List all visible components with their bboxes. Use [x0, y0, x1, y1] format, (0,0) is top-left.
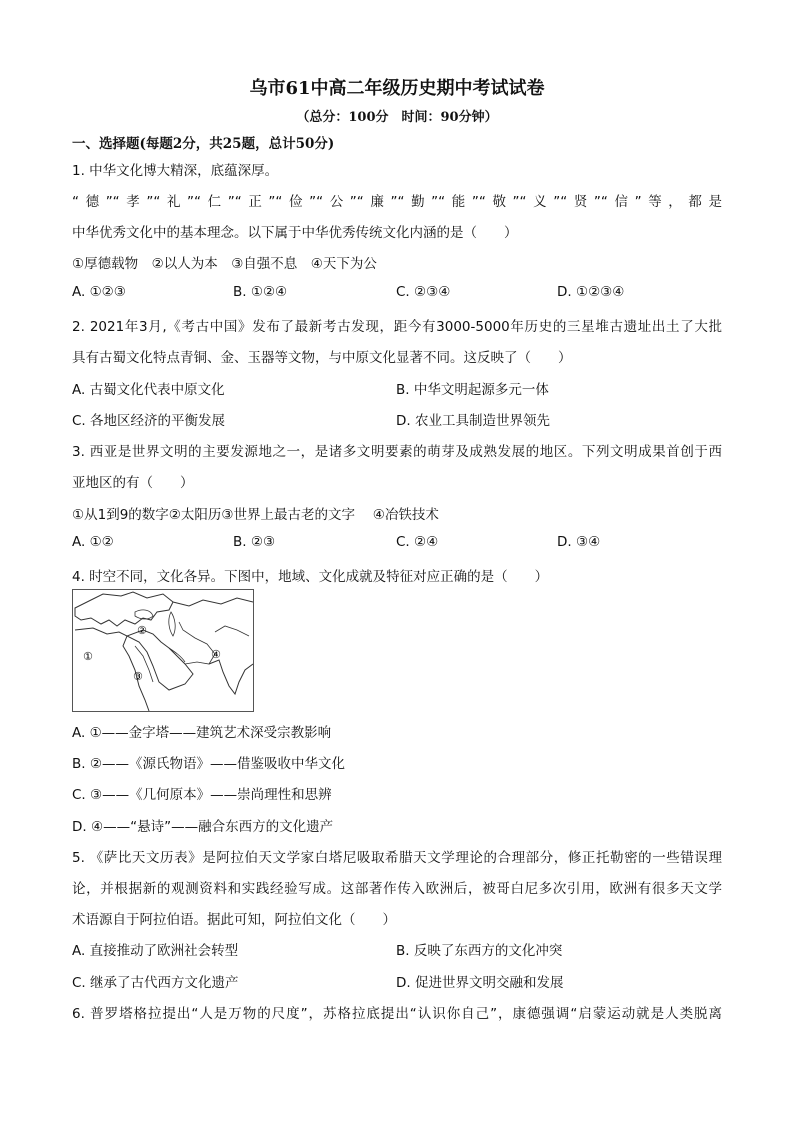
- himalaya: [215, 626, 249, 636]
- q5-option-c[interactable]: C. 继承了古代西方文化遗产: [72, 975, 239, 991]
- q3-items: ①从1到9的数字②太阳历③世界上最古老的文字 ④冶铁技术: [72, 507, 439, 523]
- q1-option-c[interactable]: C. ②③④: [396, 284, 451, 300]
- q4-option-c[interactable]: C. ③——《几何原本》——崇尚理性和思辨: [72, 787, 332, 803]
- iran-border: [179, 622, 215, 664]
- q3-option-c[interactable]: C. ②④: [396, 534, 439, 550]
- q4-line1: 4. 时空不同，文化各异。下图中，地域、文化成就及特征对应正确的是（ ）: [72, 569, 549, 585]
- q1-line3: 中华优秀文化中的基本理念。以下属于中华优秀传统文化内涵的是（ ）: [72, 225, 518, 241]
- q4-option-d[interactable]: D. ④——“悬诗”——融合东西方的文化遗产: [72, 819, 334, 835]
- q3-option-b[interactable]: B. ②③: [233, 534, 276, 550]
- q6-line1: 6. 普罗塔格拉提出“人是万物的尺度”，苏格拉底提出“认识你自己”，康德强调“启蒙运动就是人类脱离: [72, 1006, 722, 1022]
- map-marker-1: ①: [83, 650, 93, 663]
- q2-option-b[interactable]: B. 中华文明起源多元一体: [396, 382, 549, 398]
- india-outline: [209, 660, 253, 694]
- q3-option-a[interactable]: A. ①②: [72, 534, 114, 550]
- map-marker-3: ③: [133, 670, 143, 683]
- map-marker-4: ④: [211, 648, 221, 661]
- q2-line2: 具有古蜀文化特点青铜、金、玉器等文物，与中原文化显著不同。这反映了（ ）: [72, 350, 572, 366]
- q1-option-b[interactable]: B. ①②④: [233, 284, 288, 300]
- q4-option-a[interactable]: A. ①——金字塔——建筑艺术深受宗教影响: [72, 725, 332, 741]
- q3-line2: 亚地区的有（ ）: [72, 475, 194, 491]
- map-marker-2: ②: [137, 624, 147, 637]
- map-figure: [73, 590, 253, 711]
- q5-option-a[interactable]: A. 直接推动了欧洲社会转型: [72, 943, 239, 959]
- caspian-sea: [169, 612, 175, 636]
- q1-stem: 1. 中华文化博大精深，底蕴深厚。: [72, 163, 279, 179]
- black-sea: [135, 610, 153, 619]
- q1-option-a[interactable]: A. ①②③: [72, 284, 126, 300]
- europe-outline: [75, 592, 173, 626]
- q5-line3: 术语源自于阿拉伯语。据此可知，阿拉伯文化（ ）: [72, 912, 396, 928]
- q5-option-b[interactable]: B. 反映了东西方的文化冲突: [396, 943, 563, 959]
- persian-gulf: [169, 648, 185, 662]
- q3-line1: 3. 西亚是世界文明的主要发源地之一，是诸多文明要素的萌芽及成熟发展的地区。下列文明成果首创于西: [72, 444, 722, 460]
- exam-subtitle: （总分：100分 时间：90分钟）: [296, 110, 498, 125]
- q2-option-d[interactable]: D. 农业工具制造世界领先: [396, 413, 550, 429]
- q2-option-a[interactable]: A. 古蜀文化代表中原文化: [72, 382, 225, 398]
- q1-items: ①厚德载物 ②以人为本 ③自强不息 ④天下为公: [72, 256, 377, 272]
- region-map: [72, 589, 254, 712]
- q5-line1: 5. 《萨比天文历表》是阿拉伯天文学家白塔尼吸取希腊天文学理论的合理部分，修正托勒密的一些错误理: [72, 850, 722, 866]
- q5-option-d[interactable]: D. 促进世界文明交融和发展: [396, 975, 564, 991]
- section-heading: 一、选择题(每题2分，共25题，总计50分): [72, 136, 335, 152]
- q4-option-b[interactable]: B. ②——《源氏物语》——借鉴吸收中华文化: [72, 756, 345, 772]
- q2-option-c[interactable]: C. 各地区经济的平衡发展: [72, 413, 226, 429]
- exam-title: 乌市61中高二年级历史期中考试试卷: [249, 78, 545, 99]
- q1-option-d[interactable]: D. ①②③④: [557, 284, 625, 300]
- q5-line2: 论，并根据新的观测资料和实践经验写成。这部著作传入欧洲后，被哥白尼多次引用，欧洲有很多天文学: [72, 881, 722, 897]
- asia-north: [173, 598, 253, 606]
- q3-option-d[interactable]: D. ③④: [557, 534, 601, 550]
- q2-line1: 2. 2021年3月,《考古中国》发布了最新考古发现，距今有3000-5000年历史的三星堆古遗址出土了大批: [72, 319, 722, 335]
- q1-line2: “德”“孝”“礼”“仁”“正”“俭”“公”“廉”“勤”“能”“敬”“义”“贤”“信”等，都是: [72, 194, 722, 210]
